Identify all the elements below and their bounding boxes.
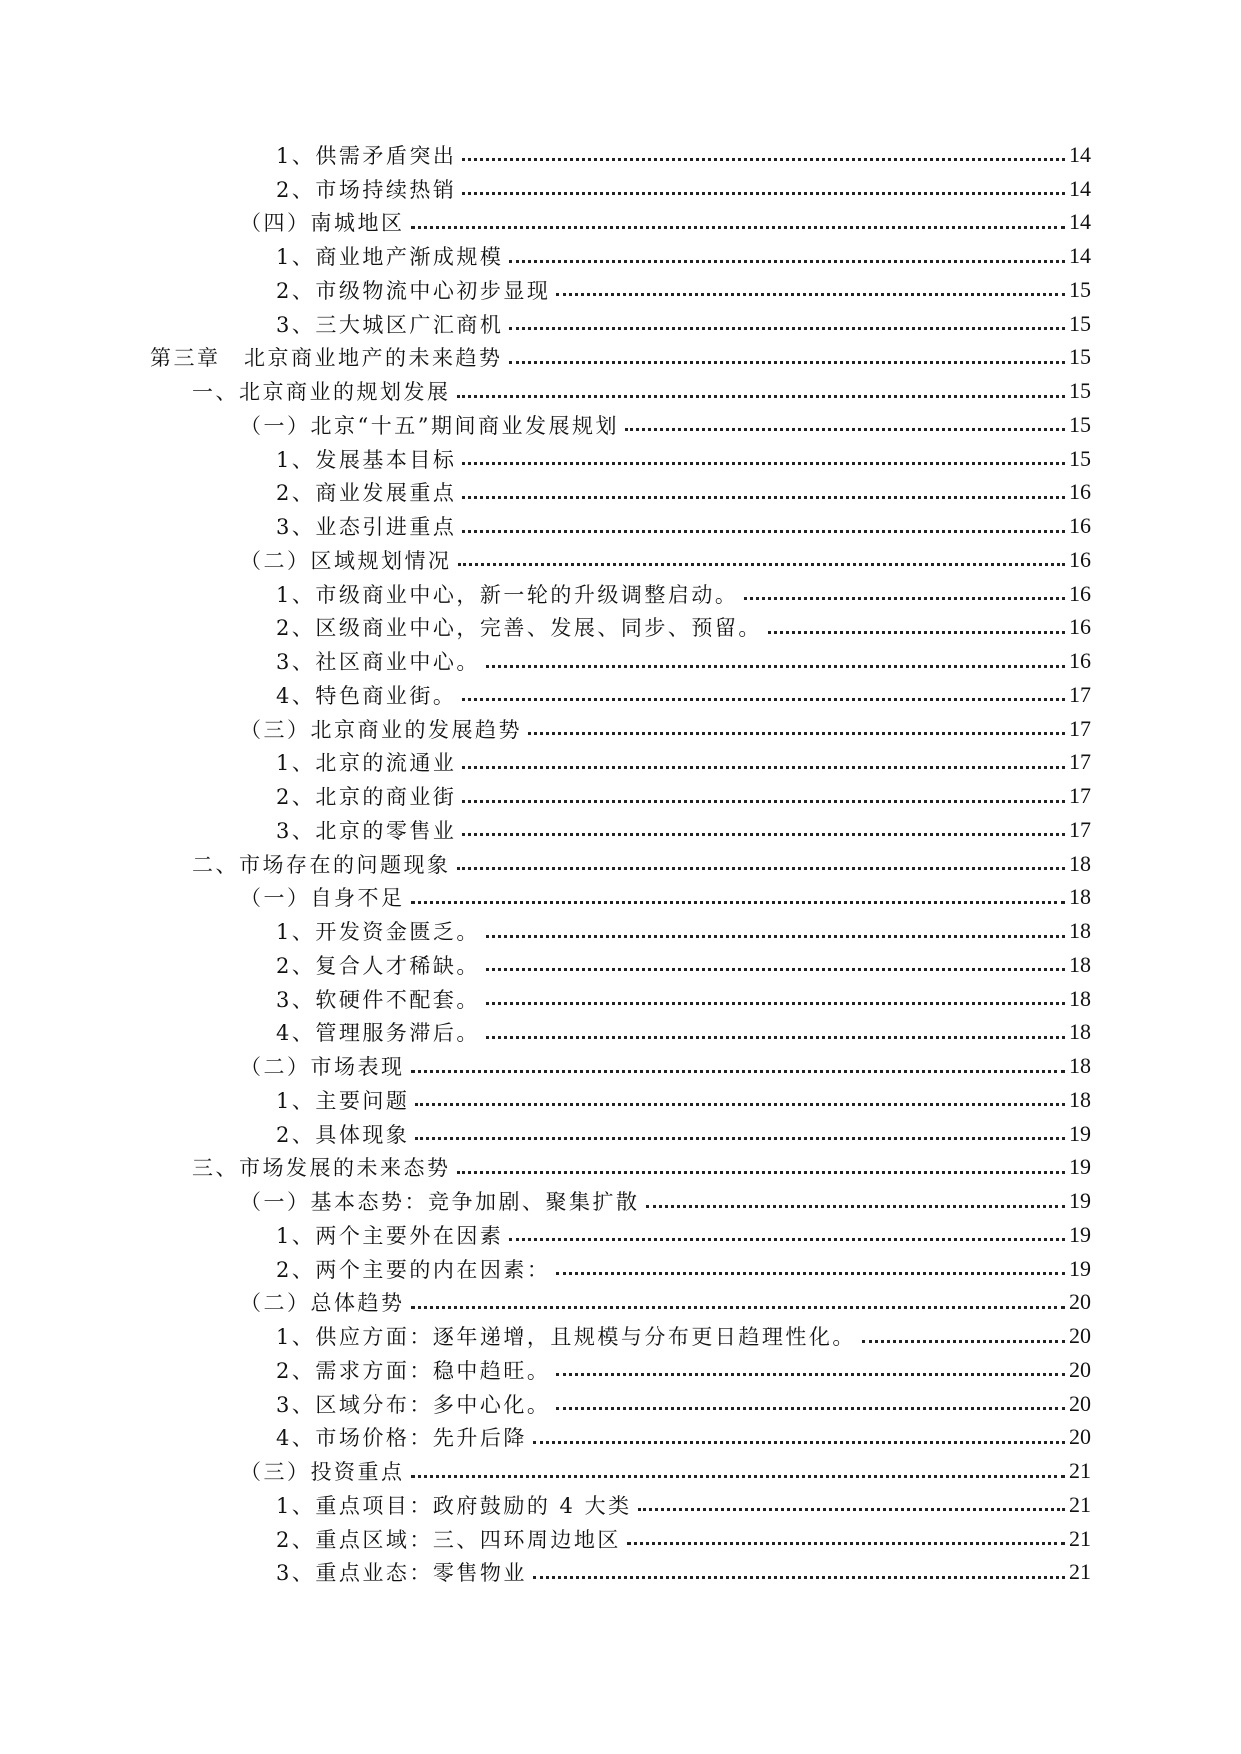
toc-dot-leader	[533, 1576, 1065, 1579]
toc-page-number: 17	[1069, 715, 1091, 741]
toc-dot-leader	[556, 1407, 1065, 1410]
toc-entry[interactable]	[0, 543, 1241, 577]
toc-entry-title: 2、复合人才稀缺。	[276, 953, 480, 978]
toc-entry-title: 3、三大城区广汇商机	[276, 312, 504, 337]
toc-page-number: 19	[1069, 1120, 1091, 1146]
toc-page-number: 16	[1069, 648, 1091, 674]
toc-dot-leader	[486, 1036, 1065, 1039]
toc-entry[interactable]	[0, 1083, 1241, 1117]
toc-entry[interactable]	[0, 644, 1241, 678]
toc-entry[interactable]	[0, 847, 1241, 881]
toc-entry-title: 2、市级物流中心初步显现	[276, 278, 551, 303]
toc-dot-leader	[768, 631, 1065, 634]
toc-page-number: 18	[1069, 1053, 1091, 1079]
toc-dot-leader	[462, 833, 1065, 836]
toc-entry[interactable]	[0, 476, 1241, 510]
toc-entry-title: 4、特色商业街。	[276, 683, 457, 708]
toc-entry-title: 2、两个主要的内在因素：	[276, 1257, 551, 1282]
toc-page-number: 19	[1069, 1188, 1091, 1214]
toc-page-number: 14	[1069, 243, 1091, 269]
toc-page-number: 15	[1069, 378, 1091, 404]
toc-entry[interactable]	[0, 341, 1241, 375]
toc-entry-title: 1、市级商业中心，新一轮的升级调整启动。	[276, 582, 739, 607]
toc-dot-leader	[411, 1306, 1066, 1309]
toc-entry-title: 第三章 北京商业地产的未来趋势	[150, 346, 503, 371]
toc-dot-leader	[509, 361, 1066, 364]
toc-entry-title: 3、业态引进重点	[276, 515, 457, 540]
toc-dot-leader	[627, 1542, 1065, 1545]
toc-entry[interactable]	[0, 1353, 1241, 1387]
toc-dot-leader	[862, 1340, 1065, 1343]
toc-page-number: 20	[1069, 1323, 1091, 1349]
toc-page-number: 21	[1069, 1525, 1091, 1551]
toc-entry[interactable]	[0, 1319, 1241, 1353]
toc-page-number: 19	[1069, 1255, 1091, 1281]
toc-entry[interactable]	[0, 746, 1241, 780]
toc-dot-leader	[556, 293, 1065, 296]
toc-page-number: 16	[1069, 580, 1091, 606]
toc-page-number: 21	[1069, 1559, 1091, 1585]
toc-page-number: 15	[1069, 411, 1091, 437]
toc-page-number: 17	[1069, 681, 1091, 707]
toc-page-number: 14	[1069, 141, 1091, 167]
toc-page-number: 18	[1069, 884, 1091, 910]
toc-entry[interactable]	[0, 509, 1241, 543]
toc-entry-title: 1、两个主要外在因素	[276, 1223, 504, 1248]
toc-entry-title: （三）北京商业的发展趋势	[240, 717, 522, 742]
toc-entry[interactable]	[0, 577, 1241, 611]
toc-entry[interactable]	[0, 408, 1241, 442]
toc-page-number: 21	[1069, 1458, 1091, 1484]
toc-entry-title: （四）南城地区	[240, 211, 405, 236]
toc-dot-leader	[457, 1171, 1066, 1174]
toc-entry-title: （一）基本态势：竞争加剧、聚集扩散	[240, 1190, 640, 1215]
toc-page-number: 21	[1069, 1491, 1091, 1517]
toc-entry-title: 2、需求方面：稳中趋旺。	[276, 1358, 551, 1383]
toc-dot-leader	[533, 1441, 1065, 1444]
toc-entry-title: 1、北京的流通业	[276, 751, 457, 776]
toc-page-number: 19	[1069, 1154, 1091, 1180]
toc-page-number: 16	[1069, 513, 1091, 539]
toc-dot-leader	[486, 665, 1065, 668]
toc-page-number: 19	[1069, 1221, 1091, 1247]
toc-entry-title: 二、市场存在的问题现象	[192, 852, 451, 877]
toc-dot-leader	[462, 766, 1065, 769]
toc-entry[interactable]	[0, 1421, 1241, 1455]
toc-entry[interactable]	[0, 611, 1241, 645]
toc-entry[interactable]	[0, 1151, 1241, 1185]
toc-entry[interactable]	[0, 273, 1241, 307]
toc-dot-leader	[556, 1272, 1065, 1275]
toc-entry-title: （二）总体趋势	[240, 1291, 405, 1316]
toc-page-number: 15	[1069, 310, 1091, 336]
toc-entry-title: 一、北京商业的规划发展	[192, 380, 451, 405]
toc-entry[interactable]	[0, 1049, 1241, 1083]
toc-dot-leader	[486, 968, 1065, 971]
toc-entry-title: 1、商业地产渐成规模	[276, 245, 504, 270]
toc-entry-title: 2、区级商业中心，完善、发展、同步、预留。	[276, 616, 762, 641]
toc-dot-leader	[457, 867, 1066, 870]
toc-dot-leader	[638, 1508, 1065, 1511]
toc-entry[interactable]	[0, 1252, 1241, 1286]
toc-entry[interactable]	[0, 172, 1241, 206]
toc-entry-title: 1、供应方面：逐年递增，且规模与分布更日趋理性化。	[276, 1325, 856, 1350]
toc-dot-leader	[486, 1002, 1065, 1005]
toc-entry[interactable]	[0, 982, 1241, 1016]
toc-entry[interactable]	[0, 374, 1241, 408]
toc-entry-title: 3、社区商业中心。	[276, 650, 480, 675]
toc-page-number: 17	[1069, 816, 1091, 842]
toc-page-number: 20	[1069, 1424, 1091, 1450]
toc-dot-leader	[415, 1137, 1065, 1140]
toc-dot-leader	[411, 901, 1066, 904]
toc-entry-title: 2、市场持续热销	[276, 177, 457, 202]
toc-page-number: 18	[1069, 918, 1091, 944]
toc-page-number: 20	[1069, 1289, 1091, 1315]
toc-page-number: 15	[1069, 276, 1091, 302]
toc-entry[interactable]	[0, 678, 1241, 712]
toc-entry[interactable]	[0, 712, 1241, 746]
toc-entry-title: 1、供需矛盾突出	[276, 143, 457, 168]
toc-entry-title: （二）区域规划情况	[240, 548, 452, 573]
toc-page-number: 16	[1069, 479, 1091, 505]
toc-dot-leader	[509, 1238, 1065, 1241]
toc-entry-title: （二）市场表现	[240, 1055, 405, 1080]
toc-page-number: 18	[1069, 850, 1091, 876]
toc-dot-leader	[462, 800, 1065, 803]
toc-dot-leader	[411, 226, 1066, 229]
toc-dot-leader	[462, 462, 1065, 465]
toc-page-number: 15	[1069, 344, 1091, 370]
toc-dot-leader	[458, 563, 1066, 566]
toc-dot-leader	[411, 1070, 1066, 1073]
toc-entry[interactable]	[0, 442, 1241, 476]
table-of-contents	[0, 138, 1241, 1589]
toc-entry-title: （一）自身不足	[240, 886, 405, 911]
toc-entry[interactable]	[0, 881, 1241, 915]
toc-entry-title: 3、重点业态：零售物业	[276, 1561, 527, 1586]
toc-entry-title: 3、区域分布：多中心化。	[276, 1392, 551, 1417]
toc-dot-leader	[486, 935, 1065, 938]
toc-dot-leader	[646, 1205, 1066, 1208]
toc-entry[interactable]	[0, 1522, 1241, 1556]
toc-entry-title: （三）投资重点	[240, 1460, 405, 1485]
toc-entry[interactable]	[0, 1117, 1241, 1151]
toc-entry[interactable]	[0, 813, 1241, 847]
toc-entry-title: 4、市场价格：先升后降	[276, 1426, 527, 1451]
toc-entry[interactable]	[0, 914, 1241, 948]
toc-entry-title: 1、开发资金匮乏。	[276, 920, 480, 945]
toc-entry[interactable]	[0, 1016, 1241, 1050]
toc-entry-title: 1、重点项目：政府鼓励的 4 大类	[276, 1493, 632, 1518]
toc-entry-title: 2、商业发展重点	[276, 481, 457, 506]
toc-dot-leader	[462, 698, 1065, 701]
toc-dot-leader	[415, 1103, 1065, 1106]
toc-entry[interactable]	[0, 1387, 1241, 1421]
toc-entry[interactable]	[0, 1556, 1241, 1590]
toc-entry-title: 2、重点区域：三、四环周边地区	[276, 1527, 621, 1552]
toc-dot-leader	[462, 496, 1065, 499]
toc-entry[interactable]	[0, 1286, 1241, 1320]
toc-page-number: 18	[1069, 1019, 1091, 1045]
toc-entry[interactable]	[0, 1488, 1241, 1522]
toc-entry-title: （一）北京“十五”期间商业发展规划	[240, 413, 619, 438]
toc-page-number: 15	[1069, 445, 1091, 471]
toc-entry[interactable]	[0, 948, 1241, 982]
toc-entry-title: 2、具体现象	[276, 1122, 410, 1147]
toc-entry-title: 三、市场发展的未来态势	[192, 1156, 451, 1181]
toc-entry-title: 4、管理服务滞后。	[276, 1021, 480, 1046]
toc-entry[interactable]	[0, 138, 1241, 172]
toc-page-number: 14	[1069, 209, 1091, 235]
toc-entry[interactable]	[0, 779, 1241, 813]
toc-entry[interactable]	[0, 307, 1241, 341]
toc-page-number: 17	[1069, 783, 1091, 809]
toc-page-number: 18	[1069, 1086, 1091, 1112]
toc-page-number: 20	[1069, 1356, 1091, 1382]
toc-page-number: 20	[1069, 1390, 1091, 1416]
toc-page-number: 18	[1069, 985, 1091, 1011]
toc-entry-title: 3、北京的零售业	[276, 818, 457, 843]
toc-dot-leader	[744, 597, 1065, 600]
toc-entry-title: 2、北京的商业街	[276, 785, 457, 810]
toc-entry-title: 1、发展基本目标	[276, 447, 457, 472]
toc-page-number: 17	[1069, 749, 1091, 775]
toc-dot-leader	[462, 530, 1065, 533]
toc-dot-leader	[462, 192, 1065, 195]
toc-entry[interactable]	[0, 1454, 1241, 1488]
toc-entry-title: 1、主要问题	[276, 1088, 410, 1113]
toc-entry[interactable]	[0, 239, 1241, 273]
toc-entry-title: 3、软硬件不配套。	[276, 987, 480, 1012]
toc-dot-leader	[509, 260, 1065, 263]
toc-dot-leader	[457, 395, 1066, 398]
toc-dot-leader	[411, 1475, 1066, 1478]
toc-dot-leader	[556, 1373, 1065, 1376]
toc-entry[interactable]	[0, 1184, 1241, 1218]
toc-entry[interactable]	[0, 1218, 1241, 1252]
toc-dot-leader	[509, 327, 1065, 330]
toc-entry[interactable]	[0, 206, 1241, 240]
toc-dot-leader	[528, 732, 1065, 735]
toc-page-number: 18	[1069, 951, 1091, 977]
toc-dot-leader	[625, 428, 1065, 431]
toc-dot-leader	[462, 158, 1065, 161]
toc-page-number: 16	[1069, 614, 1091, 640]
toc-page-number: 16	[1069, 546, 1091, 572]
toc-page-number: 14	[1069, 175, 1091, 201]
